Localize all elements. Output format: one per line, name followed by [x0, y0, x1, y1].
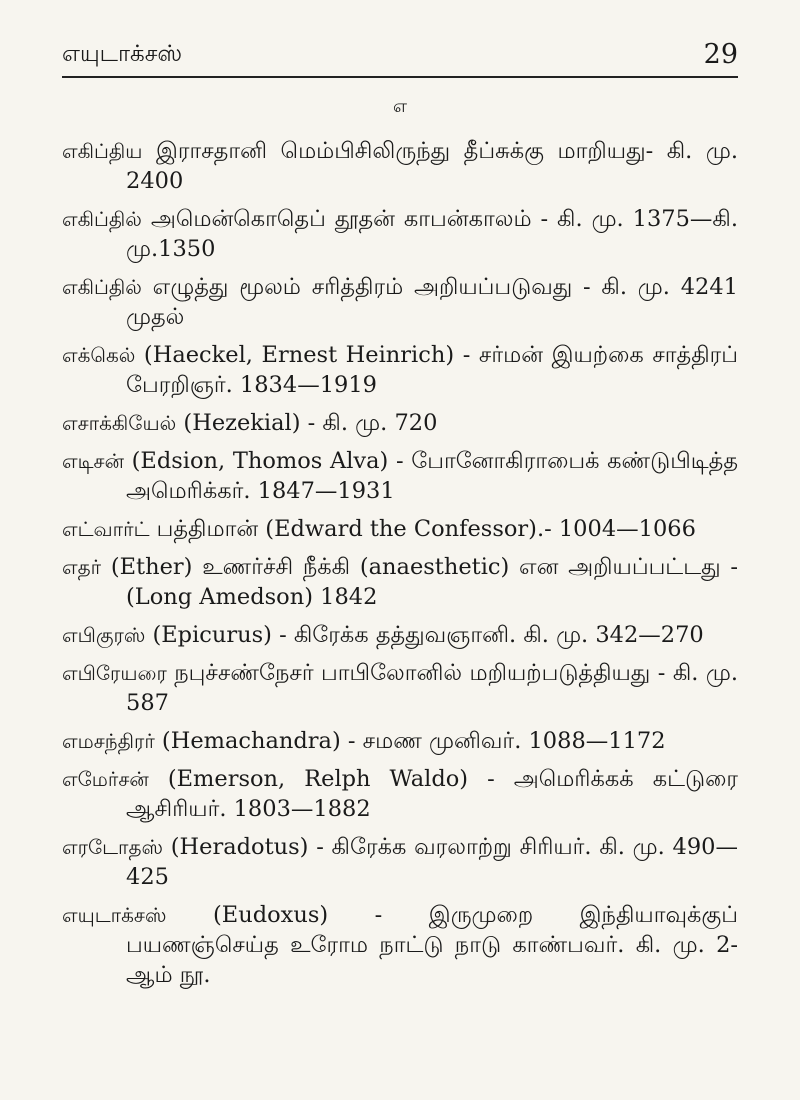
entry-term: எடிசன் — [62, 449, 124, 473]
entry-term: எரடோதஸ் — [62, 835, 164, 859]
entry-text: அமென்கொதெப் தூதன் காபன்காலம் - கி. மு. 1375—கி. மு.1350 — [126, 206, 738, 262]
list-item — [62, 408, 738, 438]
entry-term: எமசந்திரர் — [62, 729, 155, 753]
list-item — [62, 620, 738, 650]
entry-term: எசாக்கியேல் — [62, 411, 177, 435]
list-item — [62, 900, 738, 990]
list-item — [62, 764, 738, 824]
entry-text: நபுச்சண்நேசர் பாபிலோனில் மறியற்படுத்தியது - கி. மு. 587 — [126, 660, 738, 716]
list-item — [62, 552, 738, 612]
entry-text: (Eudoxus) - இருமுறை இந்தியாவுக்குப் பயணஞ்செய்த உரோம நாட்டு நாடு காண்பவர். கி. மு. 2-ஆம் நூ. — [126, 902, 738, 988]
entry-text: (Emerson, Relph Waldo) - அமெரிக்கக் கட்டுரை ஆசிரியர். 1803—1882 — [126, 766, 738, 822]
entry-text: (Edsion, Thomos Alva) - போனோகிராபைக் கண்டுபிடித்த அமெரிக்கர். 1847—1931 — [124, 448, 738, 504]
entry-term: எபிரேயரை — [62, 661, 167, 685]
list-item — [62, 658, 738, 718]
page-header — [62, 32, 738, 78]
entry-text: (Ether) உணர்ச்சி நீக்கி (anaesthetic) என அறியப்பட்டது - (Long Amedson) 1842 — [101, 554, 738, 610]
entry-term: எதர் — [62, 555, 102, 579]
entry-term: எகிப்தில் — [62, 207, 142, 231]
entry-text: (Hemachandra) - சமண முனிவர். 1088—1172 — [154, 728, 666, 754]
entry-text: எழுத்து மூலம் சரித்திரம் அறியப்படுவது - கி. மு. 4241 முதல் — [126, 274, 738, 330]
entry-text: (Heradotus) - கிரேக்க வரலாற்று சிரியர். கி. மு. 490—425 — [126, 834, 738, 890]
entry-list — [62, 136, 738, 998]
list-item — [62, 446, 738, 506]
page-number: 29 — [703, 39, 738, 70]
entry-term: எகிப்திய — [62, 139, 143, 163]
running-head: எயுடாக்சஸ் — [62, 41, 183, 67]
entry-text: (Haeckel, Ernest Heinrich) - சர்மன் இயற்கை சாத்திரப் பேரறிஞர். 1834—1919 — [126, 342, 738, 398]
list-item — [62, 272, 738, 332]
list-item — [62, 136, 738, 196]
entry-text: இராசதானி மெம்பிசிலிருந்து தீப்சுக்கு மாறியது- கி. மு. 2400 — [126, 138, 738, 194]
entry-term: எயுடாக்சஸ் — [62, 903, 167, 927]
entry-term: எட்வார்ட் — [62, 517, 150, 541]
list-item — [62, 726, 738, 756]
entry-text: (Hezekial) - கி. மு. 720 — [176, 410, 438, 436]
entry-term: எமேர்சன் — [62, 767, 149, 791]
list-item — [62, 340, 738, 400]
list-item — [62, 832, 738, 892]
entry-term: எகிப்தில் — [62, 275, 142, 299]
entry-term: எக்கெல் — [62, 343, 136, 367]
section-letter: எ — [392, 96, 408, 117]
list-item — [62, 204, 738, 264]
entry-term: எபிகுரஸ் — [62, 623, 146, 647]
list-item — [62, 514, 738, 544]
entry-text: (Epicurus) - கிரேக்க தத்துவஞானி. கி. மு. 342—270 — [145, 622, 704, 648]
entry-text: பத்திமான் (Edward the Confessor).- 1004—1066 — [149, 516, 696, 542]
